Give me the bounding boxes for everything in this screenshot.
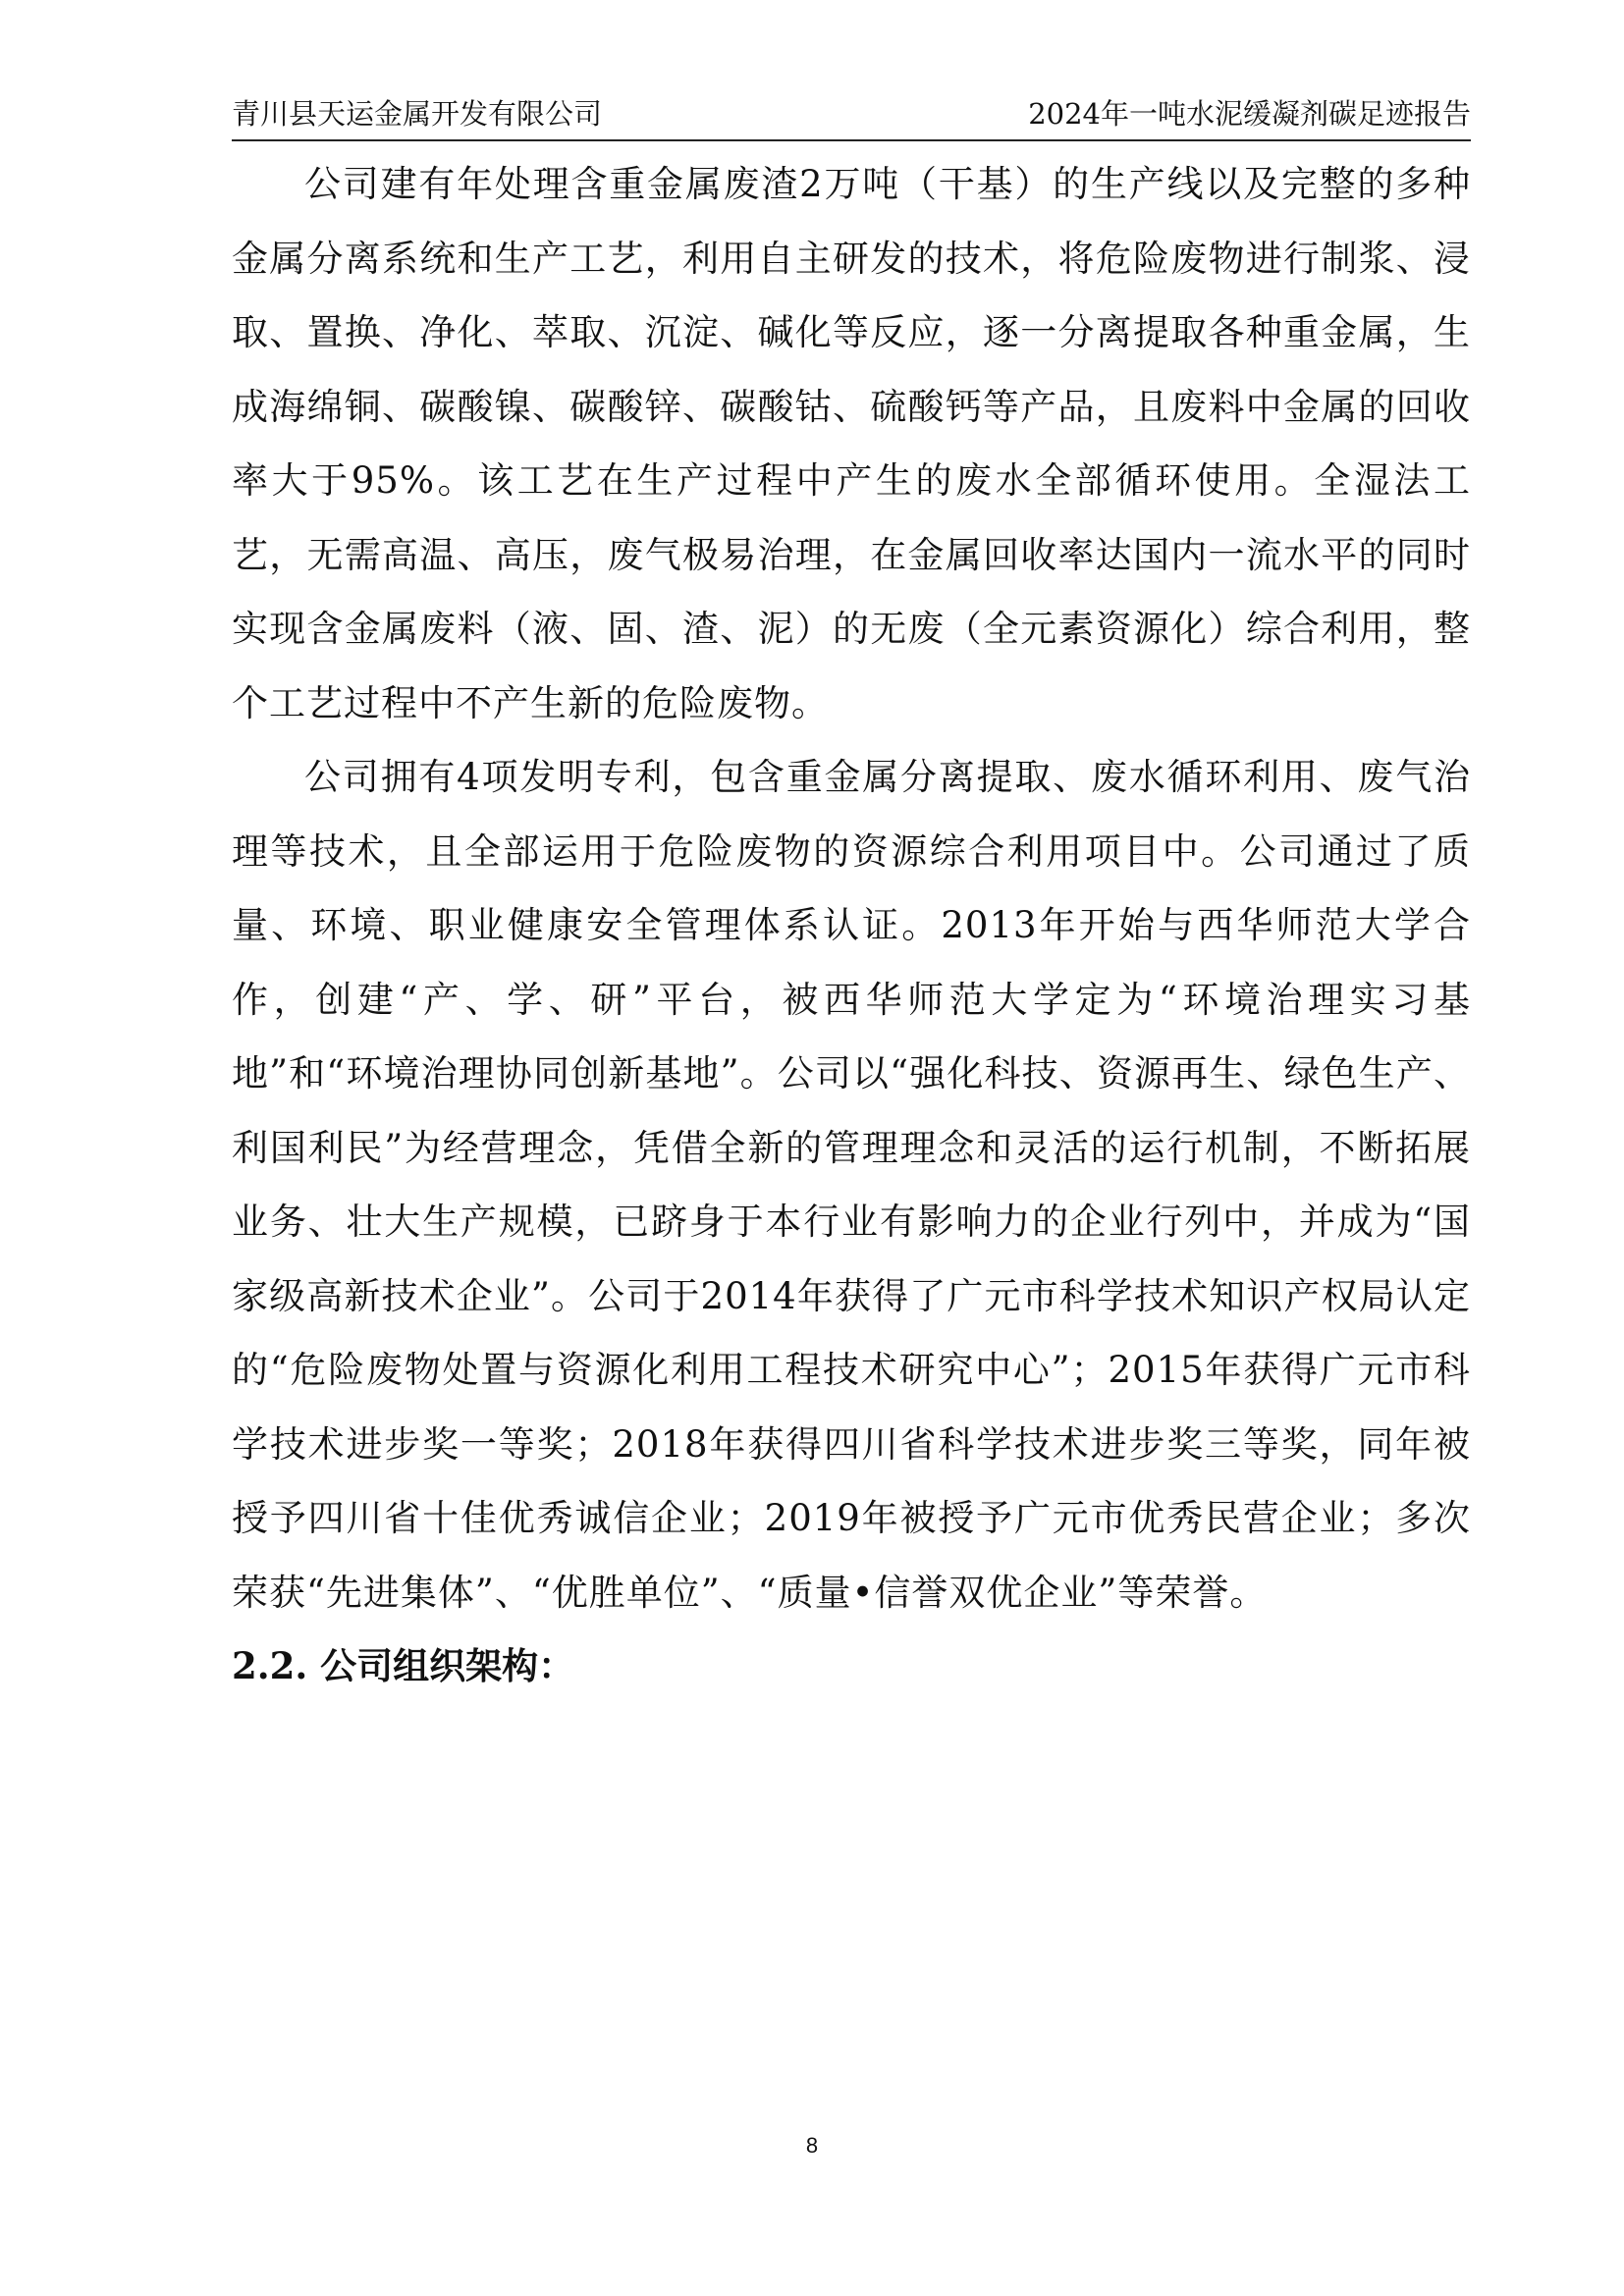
header-report-title: 2024年一吨水泥缓凝剂碳足迹报告: [1028, 97, 1471, 131]
main-content: [232, 147, 1471, 1703]
page-number: 8: [805, 2133, 819, 2158]
paragraph-company-process: 公司建有年处理含重金属废渣2万吨（干基）的生产线以及完整的多种金属分离系统和生产工艺，利用自主研发的技术，将危险废物进行制浆、浸取、置换、净化、萃取、沉淀、碱化等反应，逐一分离提取各种重金属，生成海绵铜、碳酸镍、碳酸锌、碳酸钴、硫酸钙等产品，且废料中金属的回收率大于95%。该工艺在生产过程中产生的废水全部循环使用。全湿法工艺，无需高温、高压，废气极易治理，在金属回收率达国内一流水平的同时实现含金属废料（液、固、渣、泥）的无废（全元素资源化）综合利用，整个工艺过程中不产生新的危险废物。: [232, 163, 1471, 724]
section-heading-org-structure: 2.2. 公司组织架构：: [232, 1644, 575, 1687]
page-header: [232, 94, 1471, 141]
paragraph-company-honors: 公司拥有4项发明专利，包含重金属分离提取、废水循环利用、废气治理等技术，且全部运用于危险废物的资源综合利用项目中。公司通过了质量、环境、职业健康安全管理体系认证。2013年开始与西华师范大学合作，创建“产、学、研”平台，被西华师范大学定为“环境治理实习基地”和“环境治理协同创新基地”。公司以“强化科技、资源再生、绿色生产、利国利民”为经营理念，凭借全新的管理理念和灵活的运行机制，不断拓展业务、壮大生产规模，已跻身于本行业有影响力的企业行列中，并成为“国家级高新技术企业”。公司于2014年获得了广元市科学技术知识产权局认定的“危险废物处置与资源化利用工程技术研究中心”；2015年获得广元市科学技术进步奖一等奖；2018年获得四川省科学技术进步奖三等奖，同年被授予四川省十佳优秀诚信企业；2019年被授予广元市优秀民营企业；多次荣获“先进集体”、“优胜单位”、“质量•信誉双优企业”等荣誉。: [232, 756, 1471, 1614]
header-company-name: 青川县天运金属开发有限公司: [232, 97, 603, 131]
